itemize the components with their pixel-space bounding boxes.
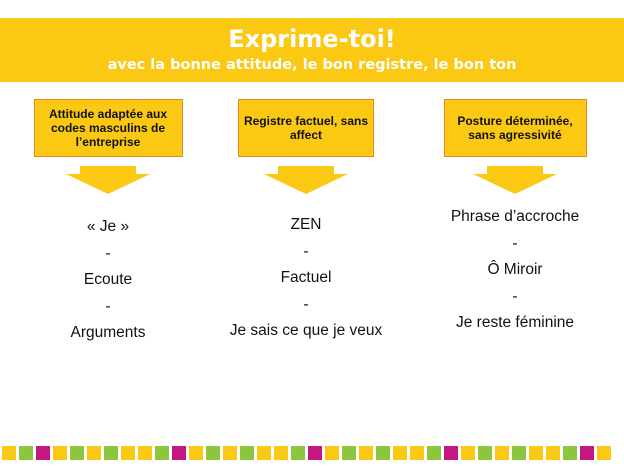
down-arrow-icon (264, 166, 348, 194)
strip-square (512, 446, 526, 460)
strip-square (410, 446, 424, 460)
strip-square (580, 446, 594, 460)
list-item: Ecoute (83, 271, 133, 288)
down-arrow-icon (66, 166, 150, 194)
list-item: Ô Miroir (487, 261, 543, 278)
list-item: Je reste féminine (455, 314, 575, 331)
list-item: ZEN (290, 216, 322, 233)
strip-square (444, 446, 458, 460)
column-registre (216, 99, 396, 349)
strip-square (155, 446, 169, 460)
strip-square (121, 446, 135, 460)
list-item: « Je » (86, 218, 130, 235)
strip-square (87, 446, 101, 460)
item-list (18, 218, 198, 342)
strip-square (393, 446, 407, 460)
page-title: Exprime-toi! (228, 25, 396, 53)
list-item: Factuel (280, 269, 332, 286)
strip-square (495, 446, 509, 460)
strip-square (546, 446, 560, 460)
strip-square (342, 446, 356, 460)
strip-square (206, 446, 220, 460)
column-attitude (18, 99, 198, 351)
title-banner (0, 18, 624, 82)
list-item: - (512, 234, 518, 252)
list-item: - (105, 244, 111, 262)
strip-square (427, 446, 441, 460)
strip-square (104, 446, 118, 460)
strip-square (291, 446, 305, 460)
strip-square (274, 446, 288, 460)
list-item: Arguments (70, 324, 146, 341)
strip-square (478, 446, 492, 460)
strip-square (563, 446, 577, 460)
strip-square (189, 446, 203, 460)
column-posture (425, 99, 605, 341)
strip-square (2, 446, 16, 460)
strip-square (172, 446, 186, 460)
strip-square (138, 446, 152, 460)
strip-square (36, 446, 50, 460)
strip-square (359, 446, 373, 460)
strip-square (325, 446, 339, 460)
strip-square (597, 446, 611, 460)
callout-box (238, 99, 374, 157)
list-item: - (105, 297, 111, 315)
strip-square (240, 446, 254, 460)
strip-square (461, 446, 475, 460)
list-item: - (303, 242, 309, 260)
strip-square (529, 446, 543, 460)
strip-square (308, 446, 322, 460)
strip-square (223, 446, 237, 460)
list-item: Je sais ce que je veux (229, 322, 383, 339)
strip-square (257, 446, 271, 460)
strip-square (70, 446, 84, 460)
callout-label: Posture déterminée, sans agressivité (457, 114, 573, 142)
strip-square (53, 446, 67, 460)
list-item: - (303, 295, 309, 313)
list-item: - (512, 287, 518, 305)
callout-label: Registre factuel, sans affect (243, 114, 369, 142)
strip-square (19, 446, 33, 460)
strip-square (376, 446, 390, 460)
page-subtitle: avec la bonne attitude, le bon registre, le bon ton (107, 57, 517, 73)
item-list (216, 216, 396, 340)
down-arrow-icon (473, 166, 557, 194)
list-item: Phrase d’accroche (450, 208, 580, 225)
item-list (425, 208, 605, 332)
callout-box (444, 99, 587, 157)
decorative-color-strip (0, 446, 624, 460)
callout-box (34, 99, 183, 157)
callout-label: Attitude adaptée aux codes masculins de l’entreprise (48, 107, 168, 149)
